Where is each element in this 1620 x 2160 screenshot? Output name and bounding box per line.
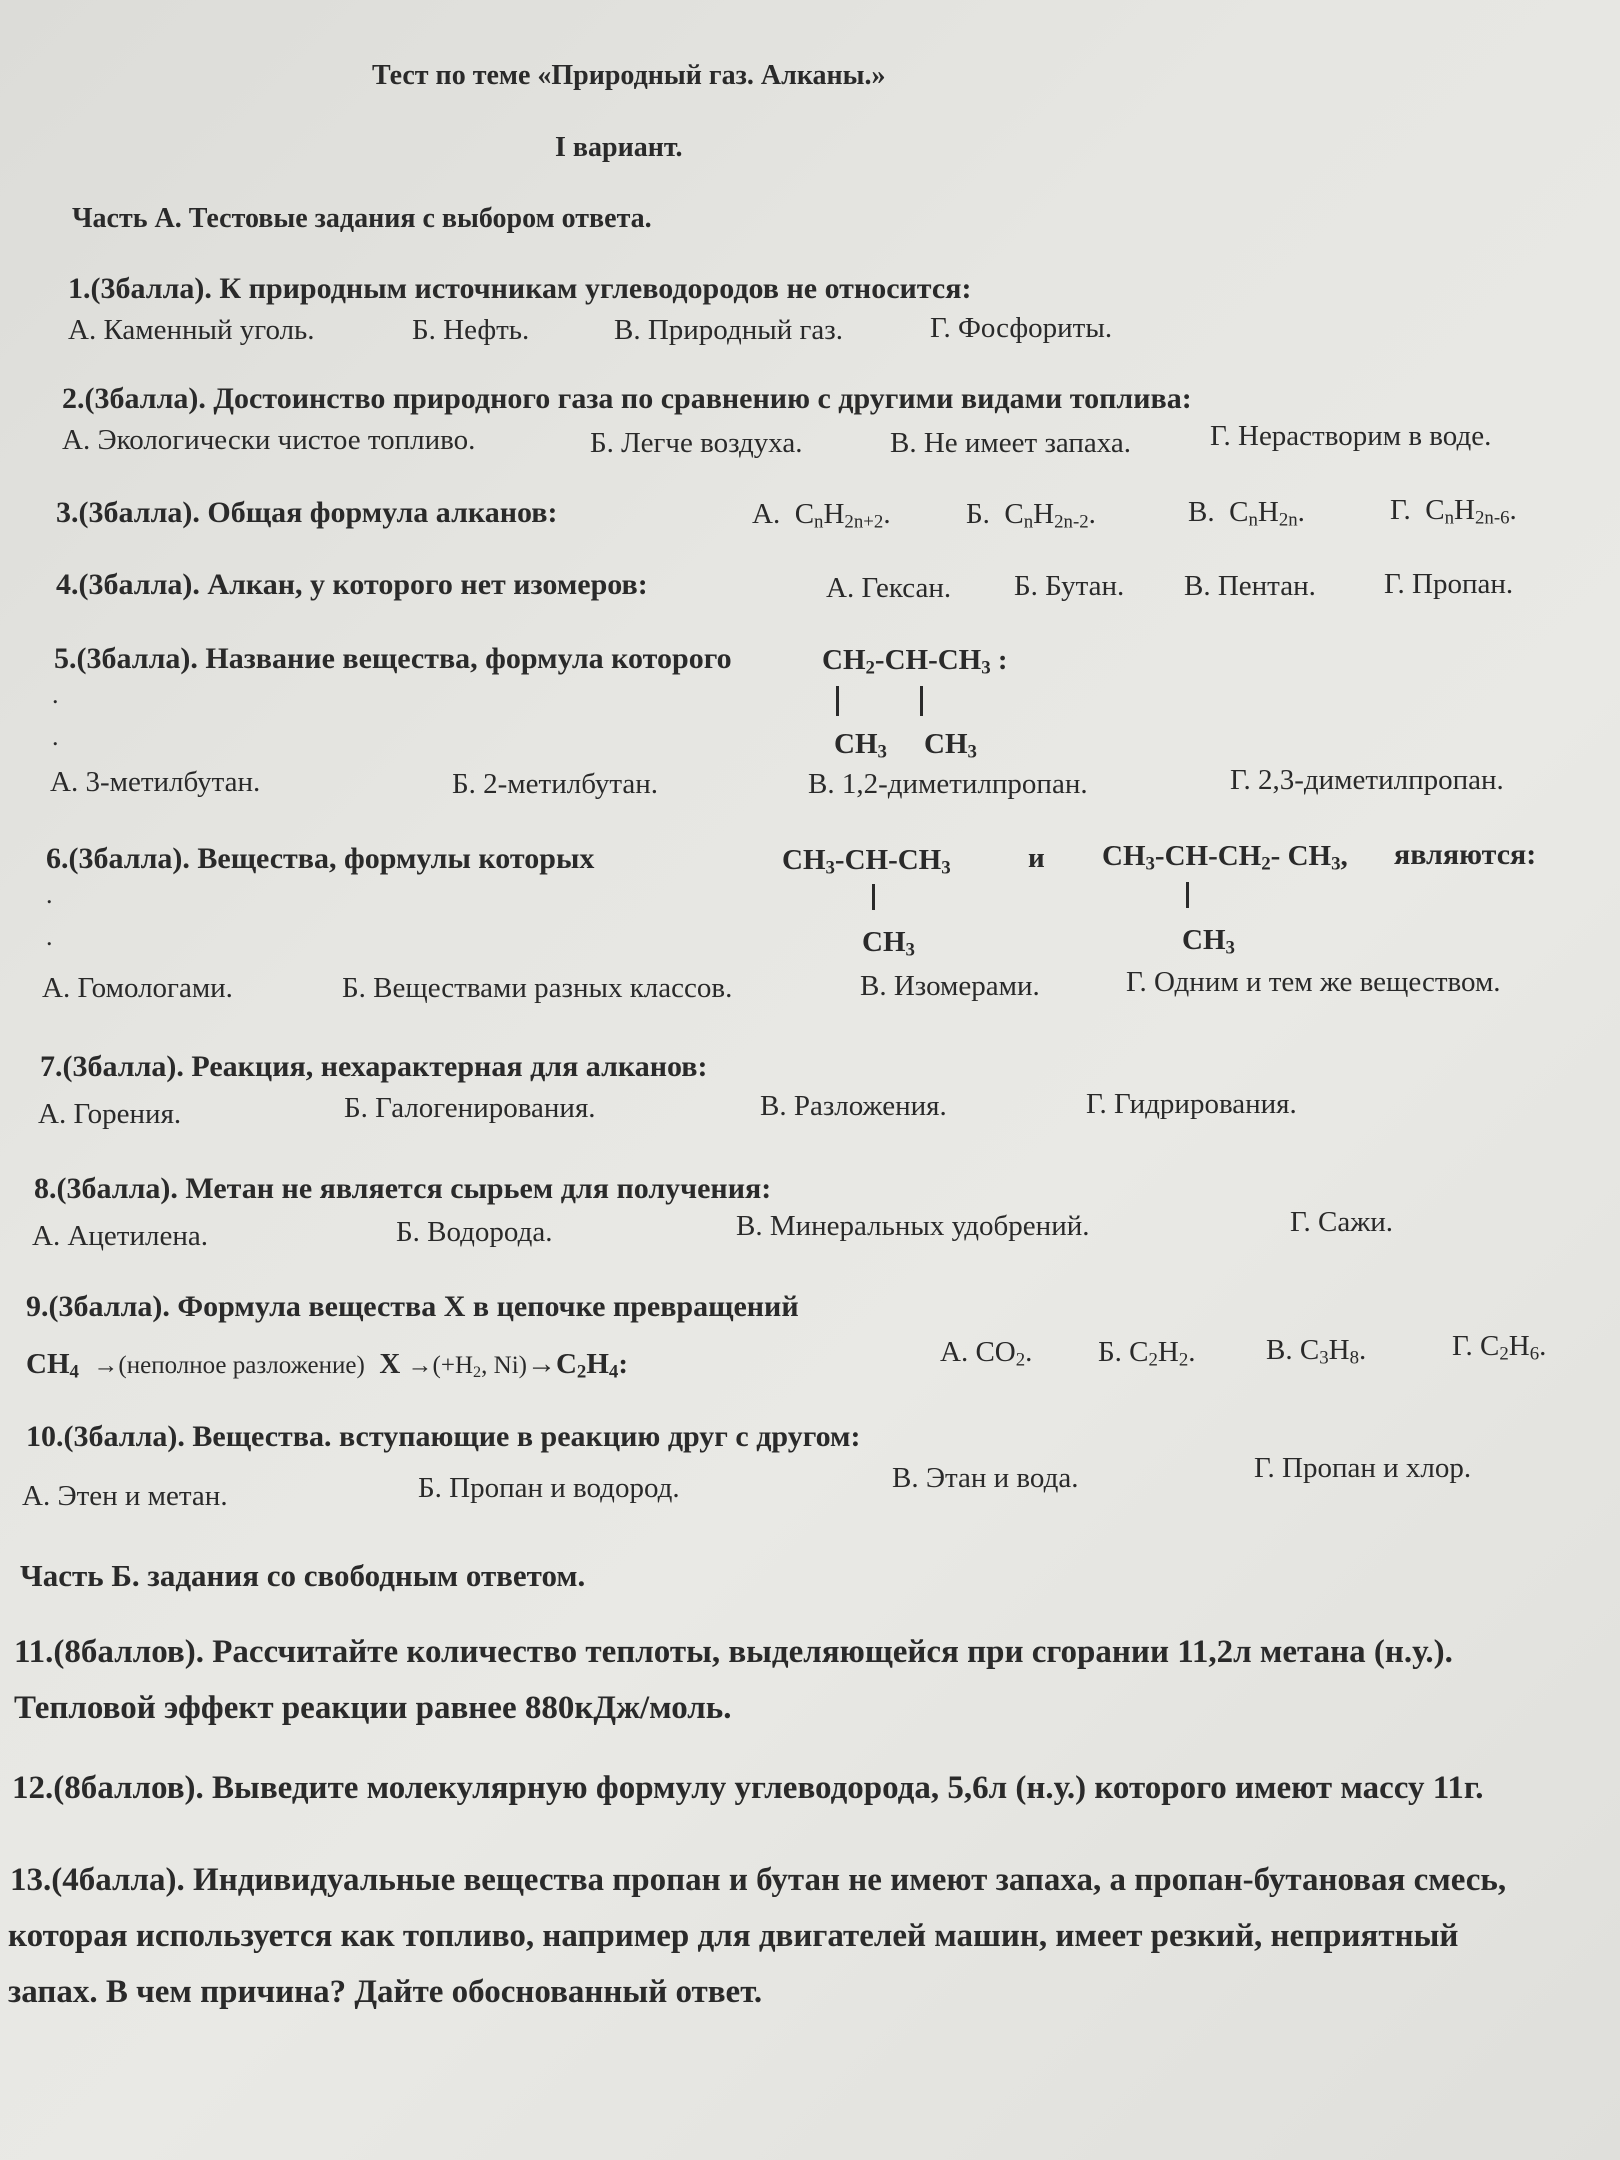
q6-formula-2: $CH_3-CH-CH_2-$ $CH_3$, — [1102, 840, 1348, 875]
q5-formula: $CH_2-CH-CH_3$ : — [822, 644, 1008, 679]
q10-option-b: Б. Пропан и водород. — [418, 1472, 680, 1504]
question-2: 2.(3балла). Достоинство природного газа по сравнению с другими видами топлива: — [62, 382, 1192, 415]
q4-option-c: В. Пентан. — [1184, 570, 1316, 602]
q2-option-d: Г. Нерастворим в воде. — [1210, 420, 1492, 452]
q3-option-a: А. $C_nH_{2n+2}$. — [752, 498, 891, 533]
q6-bond-1 — [872, 884, 875, 910]
q4-option-a: А. Гексан. — [826, 572, 952, 604]
q3-option-d-label: Г. — [1390, 494, 1411, 526]
question-7: 7.(3балла). Реакция, нехарактерная для алканов: — [40, 1050, 708, 1083]
q5-bond-1 — [836, 686, 839, 716]
q9-option-d: Г. $C_2H_6$. — [1452, 1330, 1547, 1365]
stray-dot: . — [52, 722, 59, 751]
question-11-line-2: Тепловой эффект реакции равнее 880кДж/моль. — [14, 1690, 732, 1726]
q3-option-c-label: В. — [1188, 496, 1215, 528]
question-13-line-1: 13.(4балла). Индивидуальные вещества пропан и бутан не имеют запаха, а пропан-бутановая смесь, — [10, 1862, 1507, 1898]
question-8: 8.(3балла). Метан не является сырьем для получения: — [34, 1172, 772, 1205]
q1-option-b: Б. Нефть. — [412, 314, 530, 346]
q3-option-b: Б. $C_nH_{2n-2}$. — [966, 498, 1096, 533]
q1-option-a: А. Каменный уголь. — [68, 314, 315, 346]
q6-branch-1: $CH_3$ — [862, 926, 915, 961]
part-b-heading: Часть Б. задания со свободным ответом. — [20, 1558, 586, 1593]
q6-bond-2 — [1186, 882, 1189, 908]
question-6: 6.(3балла). Вещества, формулы которых — [46, 842, 595, 875]
variant-label: I вариант. — [555, 132, 683, 163]
stray-dot: . — [46, 922, 53, 951]
q9-option-a: А. $CO_2$. — [940, 1336, 1033, 1371]
q3-option-a-label: А. — [752, 498, 781, 530]
q5-option-c: В. 1,2-диметилпропан. — [808, 768, 1088, 800]
q2-option-b: Б. Легче воздуха. — [590, 427, 803, 459]
q7-option-b: Б. Галогенирования. — [344, 1092, 596, 1124]
q3-option-d: Г. $C_nH_{2n-6}$. — [1390, 494, 1517, 529]
stray-dot: . — [46, 880, 53, 909]
q10-option-c: В. Этан и вода. — [892, 1462, 1079, 1494]
question-12: 12.(8баллов). Выведите молекулярную формулу углеводорода, 5,6л (н.у.) которого имеют массу 11г. — [12, 1770, 1484, 1806]
question-1: 1.(3балла). К природным источникам углеводородов не относится: — [68, 272, 972, 305]
q10-option-a: А. Этен и метан. — [22, 1480, 228, 1512]
q7-option-a: А. Горения. — [38, 1098, 182, 1130]
q6-tail: являются: — [1394, 838, 1537, 871]
q8-option-b: Б. Водорода. — [396, 1216, 553, 1248]
question-9: 9.(3балла). Формула вещества Х в цепочке превращений — [26, 1290, 799, 1323]
question-13-line-3: запах. В чем причина? Дайте обоснованный ответ. — [8, 1974, 763, 2010]
part-a-heading: Часть А. Тестовые задания с выбором ответа. — [72, 203, 652, 234]
q9-option-b: Б. $C_2H_2$. — [1098, 1336, 1196, 1371]
question-13-line-2: которая используется как топливо, например для двигателей машин, имеет резкий, неприятный — [8, 1918, 1459, 1954]
q8-option-d: Г. Сажи. — [1290, 1206, 1394, 1238]
q5-bond-2 — [920, 686, 923, 716]
question-11-line-1: 11.(8баллов). Рассчитайте количество теплоты, выделяющейся при сгорании 11,2л метана (н.у.). — [14, 1634, 1453, 1670]
q5-branch-2: $CH_3$ — [924, 728, 977, 763]
q5-option-d: Г. 2,3-диметилпропан. — [1230, 764, 1504, 796]
q10-option-d: Г. Пропан и хлор. — [1254, 1452, 1472, 1484]
q3-option-c: В. $C_nH_{2n}$. — [1188, 496, 1305, 531]
q7-option-c: В. Разложения. — [760, 1090, 947, 1122]
q1-option-d: Г. Фосфориты. — [930, 312, 1113, 344]
q6-branch-2: $CH_3$ — [1182, 924, 1235, 959]
q9-chain: $CH_4$ →(неполное разложение) $Х \to(+H_2$, $Ni)\to C_2H_4$: — [26, 1348, 628, 1383]
q7-option-d: Г. Гидрирования. — [1086, 1088, 1297, 1120]
q2-option-c: В. Не имеет запаха. — [890, 427, 1132, 459]
q5-branch-1: $CH_3$ — [834, 728, 887, 763]
q6-option-a: А. Гомологами. — [42, 972, 233, 1004]
question-5: 5.(3балла). Название вещества, формула которого — [54, 642, 732, 675]
q6-and: и — [1028, 842, 1045, 874]
q6-option-c: В. Изомерами. — [860, 970, 1040, 1002]
question-10: 10.(3балла). Вещества. вступающие в реакцию друг с другом: — [26, 1420, 861, 1453]
q3-option-b-label: Б. — [966, 498, 990, 530]
q6-option-b: Б. Веществами разных классов. — [342, 972, 733, 1004]
q6-option-d: Г. Одним и тем же веществом. — [1126, 966, 1501, 998]
q6-formula-1: $CH_3-CH-CH_3$ — [782, 844, 951, 879]
q4-option-d: Г. Пропан. — [1384, 568, 1514, 600]
stray-dot: . — [52, 680, 59, 709]
q8-option-c: В. Минеральных удобрений. — [736, 1210, 1090, 1242]
q4-option-b: Б. Бутан. — [1014, 570, 1125, 602]
page-title: Тест по теме «Природный газ. Алканы.» — [372, 60, 886, 91]
q9-option-c: В. $C_3H_8$. — [1266, 1334, 1367, 1369]
question-4: 4.(3балла). Алкан, у которого нет изомеров: — [56, 568, 648, 601]
q2-option-a: А. Экологически чистое топливо. — [62, 424, 476, 456]
q8-option-a: А. Ацетилена. — [32, 1220, 208, 1252]
q1-option-c: В. Природный газ. — [614, 314, 843, 346]
question-3: 3.(3балла). Общая формула алканов: — [56, 496, 558, 529]
q5-option-b: Б. 2-метилбутан. — [452, 768, 659, 800]
q5-option-a: А. 3-метилбутан. — [50, 766, 261, 798]
